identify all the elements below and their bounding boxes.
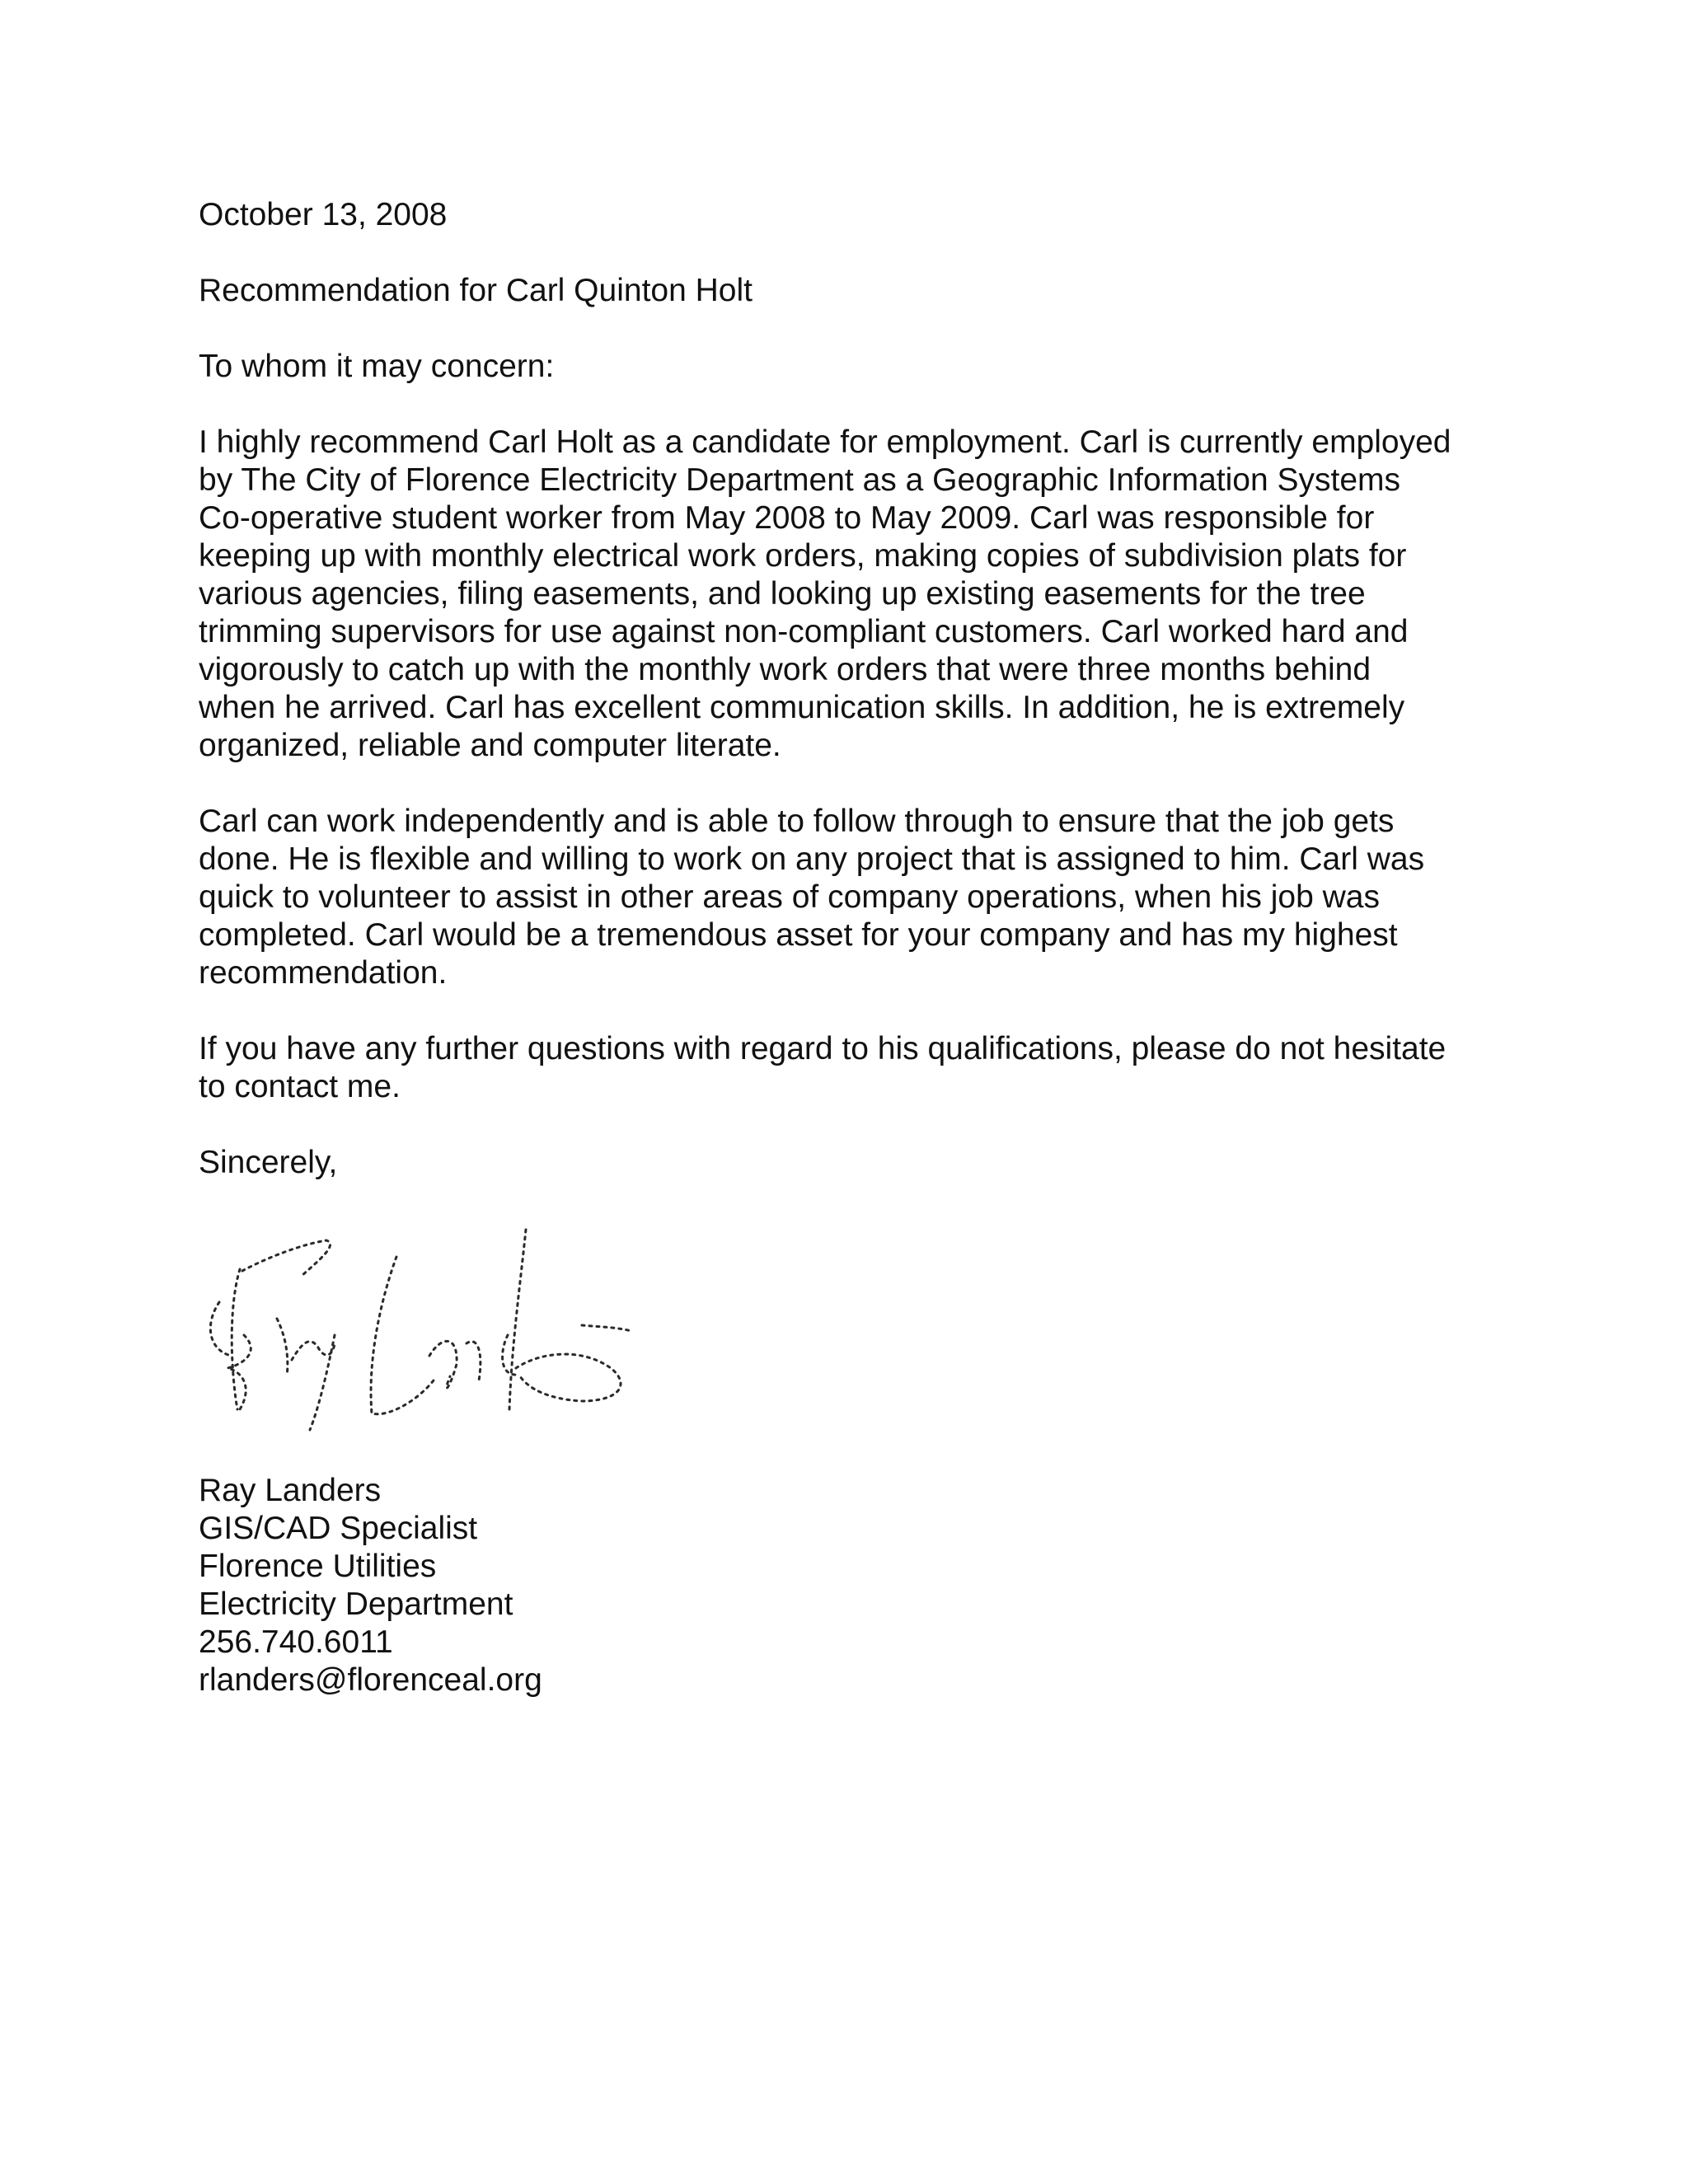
paragraph-line: when he arrived. Carl has excellent communication skills. In addition, he is extremely	[199, 690, 1405, 725]
body-paragraph-1	[199, 424, 1451, 765]
paragraph-line: vigorously to catch up with the monthly work orders that were three months behind	[199, 652, 1372, 687]
paragraph-line: I highly recommend Carl Holt as a candidate for employment. Carl is currently employed	[199, 424, 1451, 460]
handwritten-signature	[195, 1212, 640, 1434]
body-paragraph-3	[199, 1030, 1446, 1106]
signer-block	[199, 1472, 542, 1699]
signer-name: Ray Landers	[199, 1473, 382, 1508]
paragraph-line: organized, reliable and computer literate.	[199, 728, 781, 763]
signer-department: Electricity Department	[199, 1586, 513, 1622]
letter-closing: Sincerely,	[199, 1145, 338, 1180]
paragraph-line: various agencies, filing easements, and looking up existing easements for the tree	[199, 576, 1366, 612]
paragraph-line: by The City of Florence Electricity Department as a Geographic Information Systems	[199, 462, 1401, 498]
letter-salutation: To whom it may concern:	[199, 349, 555, 384]
signer-email: rlanders@florenceal.org	[199, 1662, 542, 1698]
paragraph-line: Co-operative student worker from May 2008 to May 2009. Carl was responsible for	[199, 500, 1375, 536]
paragraph-line: recommendation.	[199, 955, 448, 991]
paragraph-line: If you have any further questions with regard to his qualifications, please do not hesitate	[199, 1031, 1447, 1066]
paragraph-line: trimming supervisors for use against non-compliant customers. Carl worked hard and	[199, 614, 1409, 649]
paragraph-line: quick to volunteer to assist in other areas of company operations, when his job was	[199, 879, 1380, 915]
paragraph-line: done. He is flexible and willing to work on any project that is assigned to him. Carl was	[199, 841, 1425, 877]
signer-organization: Florence Utilities	[199, 1549, 437, 1584]
body-paragraph-2	[199, 803, 1424, 992]
paragraph-line: completed. Carl would be a tremendous asset for your company and has my highest	[199, 917, 1398, 953]
paragraph-line: keeping up with monthly electrical work orders, making copies of subdivision plats for	[199, 538, 1407, 574]
signer-phone: 256.740.6011	[199, 1624, 393, 1660]
letter-date: October 13, 2008	[199, 197, 448, 232]
letter-subject: Recommendation for Carl Quinton Holt	[199, 273, 753, 308]
paragraph-line: Carl can work independently and is able to follow through to ensure that the job gets	[199, 804, 1395, 839]
paragraph-line: to contact me.	[199, 1069, 401, 1104]
signer-title: GIS/CAD Specialist	[199, 1511, 478, 1546]
